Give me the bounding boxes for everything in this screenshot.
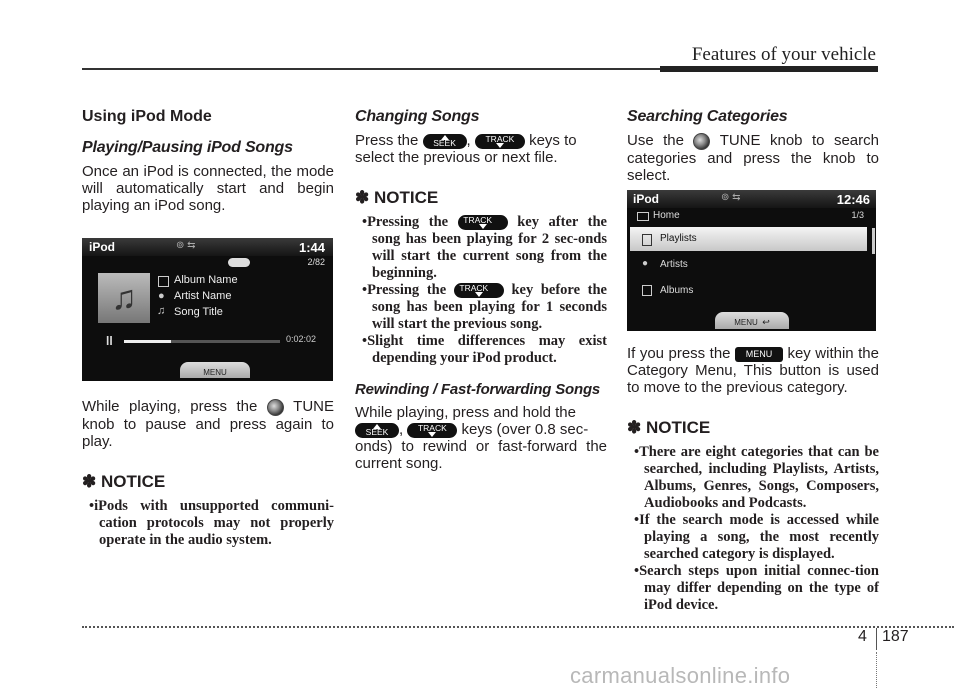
menu-tab-label: MENU (734, 318, 758, 327)
track-key-icon: TRACK (407, 423, 457, 438)
paragraph-changing-songs: Press the SEEK , TRACK keys to select the previous or next file. (355, 132, 577, 166)
column-right-lower (627, 345, 879, 614)
notice-list (82, 498, 334, 549)
album-icon (642, 285, 652, 296)
track-key-icon: TRACK (454, 283, 504, 298)
column-left (82, 108, 334, 214)
page-header-title: Features of your vehicle (691, 44, 876, 65)
header-bar (660, 66, 878, 72)
notice-item: • iPods with unsupported communi-cation protocols may not properly operate in the audio system. (82, 498, 334, 549)
footer-rule (82, 626, 954, 628)
notice-title: ✽ NOTICE (355, 188, 439, 207)
song-title: Song Title (174, 306, 223, 318)
progress-track (124, 340, 280, 343)
column-right (627, 108, 879, 184)
seek-key-icon: SEEK (355, 423, 399, 438)
chapter-number: 4 (858, 628, 867, 645)
category-item-artists[interactable] (630, 253, 867, 277)
tune-knob-icon (693, 133, 710, 150)
folder-label: Home (653, 210, 680, 221)
tune-knob-icon (267, 399, 284, 416)
notice-item-1: • There are eight categories that can be searched, including Playlists, Artists, Albums, Genres, Songs, Composers, Audiobooks and Podcasts. (627, 444, 879, 512)
subheading-playing-pausing: Playing/Pausing iPod Songs (82, 139, 293, 156)
track-key-icon: TRACK (458, 215, 508, 230)
screen-clock: 12:46 (836, 192, 870, 207)
song-icon: ♫ (157, 305, 166, 317)
menu-tab[interactable] (180, 362, 250, 378)
menu-back-tab[interactable] (715, 312, 789, 329)
menu-key-icon: MENU (735, 347, 783, 362)
category-item-playlists[interactable] (630, 227, 867, 251)
notice-item-1: • Pressing the TRACK key after the song has been playing for 2 sec-onds will start the current song from the beginning. (355, 214, 607, 282)
notice-list (355, 214, 607, 367)
paragraph-tune-pause: While playing, press the TUNE knob to pause and press again to play. (82, 398, 334, 450)
track-key-icon: TRACK (475, 134, 525, 149)
notice-list (627, 444, 879, 614)
album-name: Album Name (174, 274, 238, 286)
repeat-icon (228, 258, 250, 267)
artist-icon: ● (642, 258, 649, 269)
notice-item-2: • Pressing the TRACK key before the song has been playing for 1 seconds will start the previous song. (355, 282, 607, 333)
screen-clock: 1:44 (298, 240, 325, 255)
back-arrow-icon: ↩ (762, 317, 770, 327)
menu-tab-label: MENU (203, 368, 227, 377)
paragraph-connected: Once an iPod is connected, the mode will automatically start and begin playing an iPod song. (82, 163, 334, 214)
notice-title: ✽ NOTICE (82, 471, 166, 491)
screen-title: iPod (633, 192, 659, 206)
footer-dash (876, 652, 877, 688)
elapsed-time: 0:02:02 (286, 334, 317, 344)
scrollbar[interactable] (872, 228, 875, 254)
ipod-category-screen (627, 190, 876, 331)
screen-title-bar (82, 238, 333, 256)
folder-icon (637, 212, 649, 221)
paragraph-menu-key: If you press the MENU key within the Category Menu, This button is used to move to the previous category. (627, 345, 879, 396)
footer-separator (876, 628, 877, 650)
category-label: Playlists (660, 233, 697, 244)
notice-item-3: • Slight time differences may exist depending your iPod product. (355, 333, 607, 367)
category-label: Artists (660, 259, 688, 270)
watermark: carmanualsonline.info (570, 663, 791, 688)
status-icons: ⊚ ⇆ (721, 192, 741, 203)
album-art-icon: ♫ (98, 273, 150, 323)
pause-icon: ll (106, 334, 113, 348)
subheading-rewind-ff: Rewinding / Fast-forwarding Songs (355, 381, 601, 398)
artist-name: Artist Name (174, 290, 232, 302)
seek-key-icon: SEEK (423, 134, 467, 149)
category-label: Albums (660, 285, 694, 296)
page-number: 187 (882, 628, 909, 645)
status-icons: ⊚ ⇆ (176, 240, 196, 251)
notice-item-2: • If the search mode is accessed while playing a song, the most recently searched category is displayed. (627, 512, 879, 563)
category-item-albums[interactable] (630, 279, 867, 303)
artist-icon: ● (158, 290, 165, 302)
column-middle (355, 108, 607, 472)
page-indicator: 1/3 (851, 210, 864, 220)
notice-title: ✽ NOTICE (627, 418, 711, 437)
track-counter: 2/82 (307, 257, 325, 267)
section-heading: Using iPod Mode (82, 108, 212, 125)
subheading-changing-songs: Changing Songs (355, 108, 480, 125)
ipod-playback-screen (82, 238, 333, 381)
playlist-icon (642, 234, 652, 246)
album-icon (158, 276, 169, 287)
paragraph-rewind: While playing, press and hold the SEEK , TRACK keys (over 0.8 sec- onds) to rewind or fast-forward the current song. (355, 404, 607, 472)
column-left-lower (82, 398, 334, 549)
screen-title: iPod (89, 240, 115, 254)
notice-item-3: • Search steps upon initial connec-tion may differ depending on the type of iPod device. (627, 563, 879, 614)
progress-fill (124, 340, 171, 343)
paragraph-search: Use the TUNE knob to search categories and press the knob to select. (627, 132, 879, 184)
subheading-searching-categories: Searching Categories (627, 108, 788, 125)
